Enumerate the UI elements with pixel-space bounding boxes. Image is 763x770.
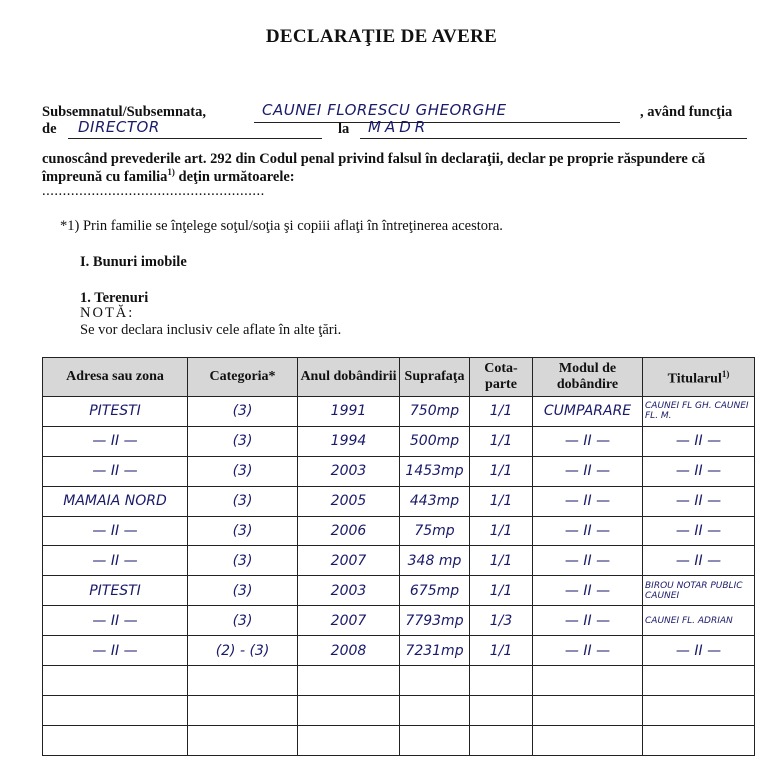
cell-categoria bbox=[188, 695, 298, 725]
cell-categoria bbox=[188, 666, 298, 696]
cell-anul: 2005 bbox=[298, 486, 400, 516]
cell-suprafata: 500mp bbox=[400, 426, 470, 456]
table-row bbox=[43, 695, 755, 725]
cell-cota: 1/1 bbox=[470, 486, 533, 516]
cell-anul bbox=[298, 725, 400, 755]
cell-modul: — II — bbox=[533, 546, 643, 576]
cell-titularul: BIROU NOTAR PUBLIC CAUNEI bbox=[643, 576, 755, 606]
cell-titularul: — II — bbox=[643, 486, 755, 516]
cell-modul: — II — bbox=[533, 456, 643, 486]
header-suprafata: Suprafaţa bbox=[400, 358, 470, 397]
cell-adresa: MAMAIA NORD bbox=[43, 486, 188, 516]
cell-categoria: (3) bbox=[188, 456, 298, 486]
cell-anul bbox=[298, 666, 400, 696]
cell-modul bbox=[533, 666, 643, 696]
cell-modul: — II — bbox=[533, 636, 643, 666]
cell-modul: — II — bbox=[533, 606, 643, 636]
cell-modul: — II — bbox=[533, 516, 643, 546]
cell-adresa: — II — bbox=[43, 426, 188, 456]
institution-line bbox=[360, 118, 747, 139]
footnote-text: *1) Prin familie se înţelege soţul/soţia şi copiii aflaţi în întreţinerea acestora. bbox=[60, 218, 503, 234]
label-subsemnatul: Subsemnatul/Subsemnata, bbox=[42, 104, 206, 120]
header-categoria: Categoria* bbox=[188, 358, 298, 397]
table-row bbox=[43, 397, 755, 427]
table-row bbox=[43, 456, 755, 486]
section-heading: I. Bunuri imobile bbox=[80, 254, 187, 270]
cell-anul: 2003 bbox=[298, 576, 400, 606]
header-titularul bbox=[643, 358, 755, 397]
cell-cota: 1/1 bbox=[470, 546, 533, 576]
table-row bbox=[43, 666, 755, 696]
cell-adresa: PITESTI bbox=[43, 576, 188, 606]
label-functia: , având funcţia bbox=[640, 104, 733, 120]
declarant-name: CAUNEI FLORESCU GHEORGHE bbox=[262, 101, 507, 119]
table-row bbox=[43, 725, 755, 755]
cell-suprafata bbox=[400, 725, 470, 755]
cell-categoria: (3) bbox=[188, 606, 298, 636]
statement-text-b: deţin următoarele: bbox=[174, 168, 295, 185]
cell-suprafata: 750mp bbox=[400, 397, 470, 427]
cell-titularul: CAUNEI FL GH. CAUNEI FL. M. bbox=[643, 397, 755, 427]
table-row bbox=[43, 636, 755, 666]
cell-anul: 1991 bbox=[298, 397, 400, 427]
cell-anul: 2007 bbox=[298, 606, 400, 636]
cell-adresa: — II — bbox=[43, 456, 188, 486]
cell-categoria: (3) bbox=[188, 426, 298, 456]
cell-cota: 1/1 bbox=[470, 426, 533, 456]
cell-suprafata: 443mp bbox=[400, 486, 470, 516]
cell-titularul bbox=[643, 666, 755, 696]
cell-categoria: (3) bbox=[188, 516, 298, 546]
cell-cota: 1/3 bbox=[470, 606, 533, 636]
nota-text: Se vor declara inclusiv cele aflate în alte ţări. bbox=[80, 322, 342, 338]
cell-titularul bbox=[643, 695, 755, 725]
header-titularul-text: Titularul bbox=[667, 371, 722, 387]
cell-cota: 1/1 bbox=[470, 456, 533, 486]
cell-modul bbox=[533, 695, 643, 725]
cell-suprafata: 675mp bbox=[400, 576, 470, 606]
cell-cota bbox=[470, 725, 533, 755]
cell-modul: CUMPARARE bbox=[533, 397, 643, 427]
table-row bbox=[43, 516, 755, 546]
cell-anul: 2007 bbox=[298, 546, 400, 576]
cell-adresa bbox=[43, 725, 188, 755]
cell-modul bbox=[533, 725, 643, 755]
document-title: DECLARAŢIE DE AVERE bbox=[265, 26, 498, 47]
declarant-institution: MADR bbox=[368, 118, 430, 136]
cell-titularul: — II — bbox=[643, 636, 755, 666]
header-adresa: Adresa sau zona bbox=[43, 358, 188, 397]
cell-titularul: CAUNEI FL. ADRIAN bbox=[643, 606, 755, 636]
cell-adresa: — II — bbox=[43, 546, 188, 576]
cell-categoria: (3) bbox=[188, 486, 298, 516]
land-table bbox=[42, 357, 755, 756]
cell-cota bbox=[470, 666, 533, 696]
table-row bbox=[43, 606, 755, 636]
cell-adresa: PITESTI bbox=[43, 397, 188, 427]
statement-text-a: împreună cu familia bbox=[42, 168, 168, 185]
cell-cota: 1/1 bbox=[470, 397, 533, 427]
table-row bbox=[43, 576, 755, 606]
cell-suprafata: 7793mp bbox=[400, 606, 470, 636]
table-row bbox=[43, 426, 755, 456]
declarant-function: DIRECTOR bbox=[78, 118, 160, 136]
cell-adresa: — II — bbox=[43, 516, 188, 546]
cell-adresa: — II — bbox=[43, 606, 188, 636]
cell-titularul: — II — bbox=[643, 516, 755, 546]
cell-suprafata bbox=[400, 695, 470, 725]
cell-cota: 1/1 bbox=[470, 576, 533, 606]
cell-categoria bbox=[188, 725, 298, 755]
cell-titularul: — II — bbox=[643, 426, 755, 456]
cell-adresa bbox=[43, 695, 188, 725]
cell-categoria: (3) bbox=[188, 397, 298, 427]
cell-suprafata: 75mp bbox=[400, 516, 470, 546]
cell-categoria: (3) bbox=[188, 576, 298, 606]
footnote-ref: 1) bbox=[167, 167, 175, 177]
header-anul: Anul dobândirii bbox=[298, 358, 400, 397]
cell-adresa bbox=[43, 666, 188, 696]
function-line bbox=[68, 118, 322, 139]
cell-modul: — II — bbox=[533, 576, 643, 606]
cell-categoria: (3) bbox=[188, 546, 298, 576]
cell-suprafata: 348 mp bbox=[400, 546, 470, 576]
cell-suprafata: 1453mp bbox=[400, 456, 470, 486]
subsection-heading: 1. Terenuri bbox=[80, 290, 149, 306]
header-titularul-sup: 1) bbox=[721, 369, 730, 380]
table-row bbox=[43, 546, 755, 576]
statement-line-1: cunoscând prevederile art. 292 din Codul penal privind falsul în declaraţii, declar pe proprie răspundere că bbox=[42, 151, 706, 167]
table-row bbox=[43, 486, 755, 516]
cell-adresa: — II — bbox=[43, 636, 188, 666]
cell-titularul bbox=[643, 725, 755, 755]
nota-label: NOTĂ: bbox=[80, 305, 135, 321]
cell-suprafata: 7231mp bbox=[400, 636, 470, 666]
cell-anul: 2008 bbox=[298, 636, 400, 666]
cell-modul: — II — bbox=[533, 426, 643, 456]
header-cota: Cota-parte bbox=[470, 358, 533, 397]
cell-anul bbox=[298, 695, 400, 725]
cell-cota: 1/1 bbox=[470, 636, 533, 666]
cell-anul: 1994 bbox=[298, 426, 400, 456]
cell-categoria: (2) - (3) bbox=[188, 636, 298, 666]
cell-titularul: — II — bbox=[643, 456, 755, 486]
table-header-row bbox=[43, 358, 755, 397]
header-modul: Modul de dobândire bbox=[533, 358, 643, 397]
label-de: de bbox=[42, 121, 57, 137]
cell-suprafata bbox=[400, 666, 470, 696]
cell-titularul: — II — bbox=[643, 546, 755, 576]
cell-cota bbox=[470, 695, 533, 725]
cell-cota: 1/1 bbox=[470, 516, 533, 546]
cell-anul: 2003 bbox=[298, 456, 400, 486]
cell-anul: 2006 bbox=[298, 516, 400, 546]
cell-modul: — II — bbox=[533, 486, 643, 516]
label-la: la bbox=[338, 121, 350, 137]
dotted-line: ...................................................... bbox=[42, 183, 265, 199]
